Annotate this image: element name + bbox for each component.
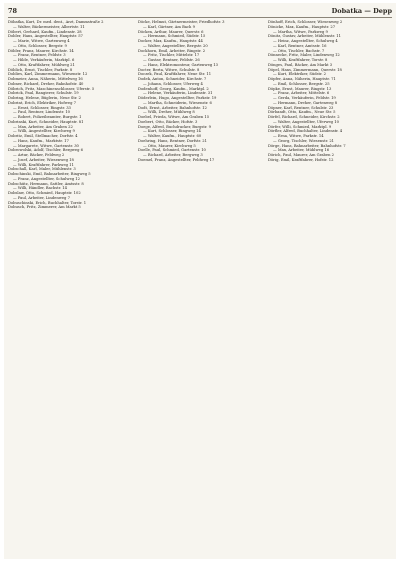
directory-entry: — Gustav, Rentner, Feldstr. 26 <box>143 58 200 62</box>
directory-entry: — Emil, Schlosser, Bergstr. 25 <box>273 81 330 86</box>
directory-entry: Dobner, Richard, Dreher, Bahnhofstr. 40 <box>8 81 84 86</box>
directory-entry: Dobler, Hans, Angestellter, Hauptstr. 57 <box>8 34 83 39</box>
directory-entry: Döpel, Hans, Zimmermann, Querstr. 18 <box>268 67 342 72</box>
directory-entry: — Kurt, Elektriker, Südstr. 2 <box>273 72 327 77</box>
directory-entry: — Karl, Rentner, Amtsstr. 16 <box>273 43 327 48</box>
directory-entry: Doehring, Hans, Rentner, Dorfstr. 21 <box>138 138 207 143</box>
directory-entry: — Hilde, Verkäuferin, Marktpl. 6 <box>13 58 75 62</box>
directory-entry: Doemel, Franz, Angestellter, Feldweg 17 <box>138 157 215 162</box>
directory-entry: — Helene, Verkäuferin, Lindenstr. 31 <box>143 91 213 96</box>
directory-entry: — Johann, Schlosser, Uferweg 4 <box>143 81 203 86</box>
directory-entry: — Franz, Rentner, Feldstr. 3 <box>13 53 66 58</box>
directory-entry: Dönnecke, Fritz, Maler, Lindenweg 12 <box>268 53 340 58</box>
directory-entry: Döpfer, Anna, Näherin, Hauptstr. 71 <box>268 77 336 81</box>
directory-entry: Dobusch, Fritz, Zimmerer, Am Markt 5 <box>8 205 81 210</box>
directory-entry: Dobslaw, Otto, Schmied, Hauptstr. 102 <box>8 191 81 195</box>
directory-entry: Dörfel, Richard, Schneider, Kirchstr. 2 <box>268 115 340 119</box>
directory-entry: — Martha, Schneiderin, Wiesenstr. 6 <box>143 100 212 105</box>
directory-entry: Doebel, Frieda, Witwe, Am Graben 15 <box>138 115 210 119</box>
page-number: 78 <box>8 7 18 15</box>
column-1 <box>8 20 132 556</box>
directory-entry: Dodenhoff, Georg, Kaufm., Marktpl. 2 <box>138 86 209 91</box>
directory-entry: Doczek, Paul, Kraftfahrer, Neue Str. 11 <box>138 72 212 77</box>
directory-entry: — Karl, Gärtner, Am Bach 9 <box>143 24 195 29</box>
directory-entry: — Josef, Arbeiter, Wiesenweg 18 <box>13 157 74 162</box>
directory-entry: — Walter, Angestellter, Bergstr. 20 <box>143 43 208 48</box>
directory-entry: — Hans, Kaufm., Marktstr. 17 <box>13 138 69 143</box>
directory-entry: — Willi, Dreher, Mühlweg 8 <box>143 110 195 115</box>
directory-entry: — Otto, Kraftfahrer, Mühlweg 21 <box>13 62 75 67</box>
directory-entry: — Willi, Angestellter, Kirchweg 9 <box>13 129 75 134</box>
directory-entry: Dockhorn, Emil, Arbeiter, Ringstr. 2 <box>138 48 206 53</box>
directory-entry: Dobschall, Karl, Maler, Mühlenstr. 3 <box>8 167 76 172</box>
directory-entry: Dobschütz, Hermann, Sattler, Amtsstr. 8 <box>8 181 84 186</box>
directory-entry: Dörge, Hans, Bahnarbeiter, Bahnhofstr. 7 <box>268 143 346 148</box>
directory-entry: Dobuschinski, Erich, Buchhalter, Torstr. 1 <box>8 200 87 205</box>
directory-entry: — Ernst, Schlosser, Ringstr. 33 <box>13 105 71 110</box>
directory-entry: Döderlein, Hugo, Angestellter, Parkstr. 19 <box>138 96 217 100</box>
directory-entry: Dörfler, Alfred, Buchhalter, Lindenstr. 4 <box>268 129 343 134</box>
directory-entry: — Max, Arbeiter, Mühlweg 16 <box>273 148 330 153</box>
directory-entry: — Robert, Polizeibeamter, Burgstr. 1 <box>13 115 82 119</box>
page-header <box>8 5 392 18</box>
directory-entry: Dörfer, Willi, Schmied, Marktpl. 9 <box>268 124 332 129</box>
directory-entry: — Artur, Bäcker, Feldweg 2 <box>13 153 65 157</box>
directory-entry: — Otto, Tischler, Bachstr. 7 <box>273 48 325 53</box>
directory-entry: — Marie, Witwe, Gartenweg 4 <box>13 39 70 43</box>
directory-entry: Dönicke, Max, Kaufm., Hauptstr. 27 <box>268 24 336 29</box>
directory-entry: Döpner, Karl, Rentner, Schulstr. 23 <box>268 105 334 110</box>
directory-entry: Döbatka, Kurt, Dr. med. dent., Arzt, Dammstraße 2 <box>8 20 104 24</box>
running-head: Dobatka — Depp <box>331 7 392 15</box>
directory-entry: Dodek, Anton, Schneider, Kirchstr. 7 <box>138 77 207 81</box>
directory-entry: — Martha, Witwe, Parkweg 9 <box>273 29 328 34</box>
directory-entry: — Paul, Rentner, Lindenstr. 10 <box>13 110 71 115</box>
directory-entry: — Willi, Kraftfahrer, Parkweg 11 <box>13 162 74 167</box>
directory-entry: — Walter, Angestellter, Uferweg 10 <box>273 119 339 124</box>
directory-entry: Doebert, Otto, Bäcker, Hofstr. 3 <box>138 119 198 124</box>
directory-entry: Dörich, Paul, Maurer, Am Graben 2 <box>268 153 334 157</box>
directory-entry: Döbrich, Fritz, Maschinenschlosser, Uferstr. 5 <box>8 86 95 91</box>
directory-entry: — Franz, Arbeiter, Mittelstr. 6 <box>273 91 330 96</box>
directory-entry: Dörig, Emil, Kraftfahrer, Hofstr. 12 <box>268 157 334 162</box>
directory-entry: — Richard, Arbeiter, Bergweg 3 <box>143 153 203 157</box>
directory-entry: — Georg, Tischler, Wiesenstr. 21 <box>273 138 335 143</box>
directory-entry: — Otto, Maurer, Kirchweg 5 <box>143 143 196 148</box>
directory-entry: Dobring, Helene, Büglerin, Neue Str. 2 <box>8 96 81 100</box>
directory-entry: — Gerda, Verkäuferin, Feldstr. 19 <box>273 96 336 100</box>
directory-entry: Dobrick, Paul, Rangierer, Schulstr. 19 <box>8 91 79 96</box>
directory-entry: Dobrinski, Kurt, Schneider, Hauptstr. 81 <box>8 119 84 124</box>
directory-entry: — Max, Arbeiter, Am Graben 22 <box>13 124 73 129</box>
directory-entry: Doblies, Karl, Zimmermann, Wiesenstr. 12 <box>8 72 88 77</box>
directory-entry: — Hermann, Dreher, Gartenweg 8 <box>273 100 338 105</box>
directory-entry: Dobritz, Emil, Stellmacher, Dorfstr. 4 <box>8 134 78 138</box>
directory-entry: Dönhoff, Erich, Schlosser, Wiesenweg 2 <box>268 20 343 24</box>
directory-entry: — Margarete, Witwe, Gartenstr. 30 <box>13 143 79 148</box>
directory-entry: Dönges, Paul, Bäcker, Am Markt 3 <box>268 62 333 67</box>
directory-entry: Doege, Alfred, Buchdrucker, Burgstr. 9 <box>138 124 211 129</box>
directory-page <box>4 3 396 559</box>
directory-entry: — Franz, Angestellter, Schulweg 12 <box>13 176 80 181</box>
directory-entry: Döblich, Ernst, Tischler, Parkstr. 8 <box>8 67 73 72</box>
directory-entry: — Hans, Elektromonteur, Gartenweg 13 <box>143 62 218 67</box>
column-2 <box>138 20 262 556</box>
column-3 <box>268 20 392 556</box>
directory-entry: Docker, Max, Kaufm., Hauptstr. 44 <box>138 39 203 43</box>
directory-entry: — Walter, Bäckermeister, Albertstr. 11 <box>13 24 85 29</box>
directory-entry: — Paul, Arbeiter, Lindenweg 7 <box>13 195 70 200</box>
directory-entry: Döbert, Gerhard, Kaufm., Lindenstr. 28 <box>8 29 82 34</box>
directory-entry: Döcke, Helmut, Gärtnermeister, Friedhofstr. 3 <box>138 20 225 24</box>
directory-entry: Dobrint, Erich, Elektriker, Hofweg 7 <box>8 100 76 105</box>
directory-entry: — Kurt, Schlosser, Ringweg 14 <box>143 129 201 134</box>
directory-entry: Docter, Berta, Witwe, Schulstr. 8 <box>138 67 200 72</box>
directory-entry: — Erna, Witwe, Parkstr. 14 <box>273 134 324 138</box>
directory-entry: Dobmeier, Anna, Näherin, Mittelweg 16 <box>8 77 83 81</box>
directory-entry: — Fritz, Tischler, Mittelstr. 17 <box>143 53 200 58</box>
directory-entry: — Willi, Kraftfahrer, Torstr. 8 <box>273 58 328 62</box>
directory-entry: Dodt, Ernst, Arbeiter, Bahnhofstr. 12 <box>138 105 207 110</box>
directory-entry: — Otto, Schlosser, Bergstr. 9 <box>13 43 67 48</box>
directory-entry: — Hermann, Schmied, Südstr. 15 <box>143 34 206 39</box>
directory-entry: Dönitz, Gustav, Arbeiter, Mühlenstr. 11 <box>268 34 341 39</box>
directory-entry: Dobschinski, Emil, Bahnarbeiter, Ringweg 5 <box>8 172 91 176</box>
directory-entry: — Heinz, Angestellter, Schulweg 4 <box>273 39 338 43</box>
directory-entry: Döbler, Franz, Maurer, Kirchstr. 14 <box>8 48 74 53</box>
directory-entry: — Walter, Kaufm., Hauptstr. 60 <box>143 134 202 138</box>
directory-entry: Dörbandt, Otto, Kaufm., Neue Str. 5 <box>268 110 336 115</box>
directory-entry: — Willi, Händler, Bachstr. 14 <box>13 186 67 191</box>
directory-entry: Doelle, Paul, Schmied, Gartenstr. 10 <box>138 148 206 153</box>
directory-entry: Döpke, Ernst, Maurer, Ringstr. 13 <box>268 86 332 91</box>
directory-entry: Döcken, Arthur, Maurer, Querstr. 6 <box>138 29 204 34</box>
directory-entry: Dobrowolski, Adolf, Tischler, Bergweg 6 <box>8 148 83 153</box>
